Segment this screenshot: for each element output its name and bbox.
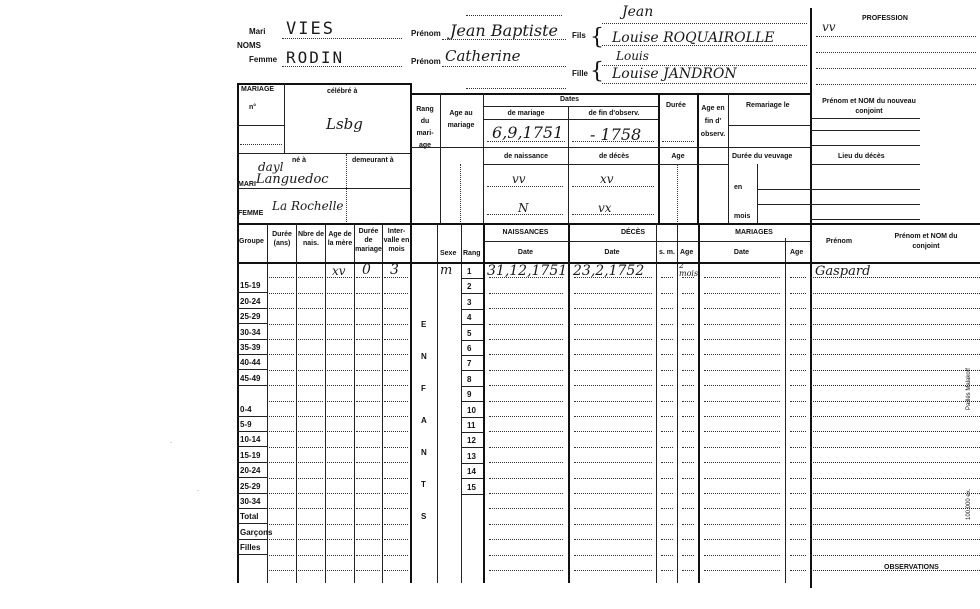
- de-fin-label: de fin d'observ.: [588, 110, 640, 117]
- rank-number: 7: [467, 359, 472, 368]
- demeurant-label: demeurant à: [352, 157, 394, 164]
- femme-label: Femme: [249, 55, 278, 64]
- fils-prenom: Jean: [622, 4, 654, 20]
- rank-number: 15: [467, 483, 476, 492]
- group-label: 5-9: [240, 420, 252, 429]
- col-age-mere: Age de la mère: [327, 231, 353, 247]
- rank-number: 5: [467, 329, 472, 338]
- rank-number: 13: [467, 452, 476, 461]
- rank-number: 12: [467, 436, 476, 445]
- col-rang: Rang: [463, 250, 481, 257]
- age-fin-label: Age en fin d' observ.: [700, 105, 726, 138]
- row1-prenom: Gaspard: [815, 264, 871, 279]
- group-label: 45-49: [240, 374, 261, 383]
- age-label-2: Age: [671, 153, 685, 160]
- mariages-date-label: Date: [733, 249, 750, 256]
- row1-age-mere: xv: [332, 264, 346, 278]
- duree-veuvage-label: Durée du veuvage: [732, 153, 793, 160]
- row1-sexe: m: [440, 263, 453, 278]
- femme-name: RODIN: [286, 48, 345, 67]
- group-label: Filles: [240, 543, 261, 552]
- dates-label: Dates: [560, 96, 580, 103]
- group-label: 40-44: [240, 358, 261, 367]
- col-nbre: Nbre de nais.: [297, 231, 325, 247]
- ne-a-label: né à: [292, 157, 307, 164]
- group-label: 30-34: [240, 328, 261, 337]
- rang-label: Rang du mari- age: [416, 106, 434, 149]
- rank-number: 6: [467, 344, 472, 353]
- mari-prenom-label: Prénom: [411, 29, 441, 38]
- row1-duree-mariage: 0: [362, 262, 371, 278]
- enfants-letter: T: [421, 480, 426, 489]
- group-label: 25-29: [240, 312, 261, 321]
- fils-mother: Louise ROQUAIROLLE: [612, 30, 775, 46]
- group-label: 15-19: [240, 451, 261, 460]
- mari-deces: xv: [600, 172, 614, 186]
- group-label: 10-14: [240, 435, 261, 444]
- mari-naissance: vv: [512, 172, 526, 186]
- col-sexe: Sexe: [440, 250, 457, 257]
- duree-label: Durée: [666, 102, 686, 109]
- group-label: 15-19: [240, 281, 261, 290]
- deces-label: DÉCÈS: [620, 229, 646, 236]
- rank-number: 2: [467, 282, 472, 291]
- profession-mark: vv: [822, 20, 836, 34]
- observations-label: OBSERVATIONS: [884, 564, 939, 571]
- mari-birthplace: Languedoc: [256, 172, 329, 187]
- col-duree: Durée (ans): [272, 231, 292, 247]
- prenom-nom-label: Prénom et NOM du nouveau conjoint: [822, 98, 916, 115]
- row1-age: 2 mois: [679, 261, 699, 278]
- group-label: 35-39: [240, 343, 261, 352]
- mois-label: mois: [734, 213, 751, 220]
- naissances-label: NAISSANCES: [502, 229, 549, 236]
- rank-number: 10: [467, 406, 476, 415]
- mari-row-label: MARI: [238, 181, 256, 188]
- femme-prenom: Catherine: [445, 47, 521, 65]
- femme-naissance: N: [518, 201, 529, 215]
- no-label: n°: [249, 104, 257, 111]
- col-intervalle: Inter- valle en mois: [383, 228, 410, 253]
- prenom-label: Prénom: [826, 238, 853, 245]
- femme-row-label: FEMME: [238, 210, 264, 217]
- side-text-1: Paillés Malakoff: [966, 368, 972, 410]
- rank-number: 8: [467, 375, 472, 384]
- mariage-place: Lsbg: [326, 115, 363, 133]
- date-mariage: 6,9,1751: [492, 123, 564, 142]
- group-label: 0-4: [240, 405, 252, 414]
- de-deces-label: de décès: [599, 153, 629, 160]
- rank-number: 11: [467, 421, 476, 430]
- enfants-letter: N: [421, 352, 427, 361]
- col-duree-mariage: Durée de mariage: [355, 228, 382, 253]
- enfants-letter: N: [421, 448, 427, 457]
- rank-number: 14: [467, 467, 476, 476]
- rank-number: 4: [467, 313, 472, 322]
- row1-death: 23,2,1752: [573, 263, 645, 279]
- group-label: 20-24: [240, 466, 261, 475]
- fille-prenom: Louis: [616, 49, 649, 63]
- group-label: 25-29: [240, 482, 261, 491]
- enfants-letter: A: [421, 416, 427, 425]
- mariages-label: MARIAGES: [735, 229, 773, 236]
- enfants-letter: S: [421, 512, 427, 521]
- mari-name: VIES: [286, 19, 335, 39]
- deces-age-label: Age: [680, 249, 694, 256]
- side-text-2: 100.000 ex.: [966, 488, 972, 520]
- row1-birth: 31,12,1751: [487, 263, 568, 279]
- lieu-deces-label: Lieu du décès: [838, 153, 885, 160]
- fils-label: Fils: [572, 31, 586, 40]
- femme-deces: vx: [598, 201, 612, 215]
- enfants-letter: F: [421, 384, 426, 393]
- mari-birth-note: dayl: [258, 160, 284, 174]
- group-label: 20-24: [240, 297, 261, 306]
- rank-number: 3: [467, 298, 472, 307]
- de-naissance-label: de naissance: [504, 153, 548, 160]
- remariage-label: Remariage le: [746, 102, 790, 109]
- rank-number: 9: [467, 390, 472, 399]
- date-fin: - 1758: [590, 125, 642, 144]
- mari-label: Mari: [249, 27, 266, 36]
- femme-birthplace: La Rochelle: [272, 199, 344, 213]
- prenom-nom-conjoint: Prénom et NOM du conjoint: [894, 233, 958, 250]
- age-mariage-label: Age au mariage: [447, 110, 475, 129]
- sm-label: s. m.: [659, 249, 675, 256]
- mariage-title: MARIAGE: [241, 86, 275, 93]
- femme-prenom-label: Prénom: [411, 57, 441, 66]
- row1-intervalle: 3: [390, 262, 399, 278]
- rank-number: 1: [467, 267, 472, 276]
- en-label: en: [734, 184, 743, 191]
- col-groupe: Groupe: [239, 238, 264, 245]
- group-label: Total: [240, 512, 259, 521]
- naissances-date-label: Date: [517, 249, 534, 256]
- group-label: Garçons: [240, 528, 273, 537]
- fille-mother: Louise JANDRON: [612, 66, 737, 82]
- celebre-label: célébré à: [327, 88, 358, 95]
- profession-label: PROFESSION: [862, 15, 908, 22]
- de-mariage-label: de mariage: [507, 110, 545, 117]
- fille-label: Fille: [572, 69, 589, 78]
- noms-label: NOMS: [237, 41, 261, 50]
- deces-date-label: Date: [604, 249, 620, 256]
- mariages-age-label: Age: [790, 249, 804, 256]
- mari-prenom: Jean Baptiste: [450, 21, 559, 40]
- group-label: 30-34: [240, 497, 261, 506]
- enfants-letter: E: [421, 320, 427, 329]
